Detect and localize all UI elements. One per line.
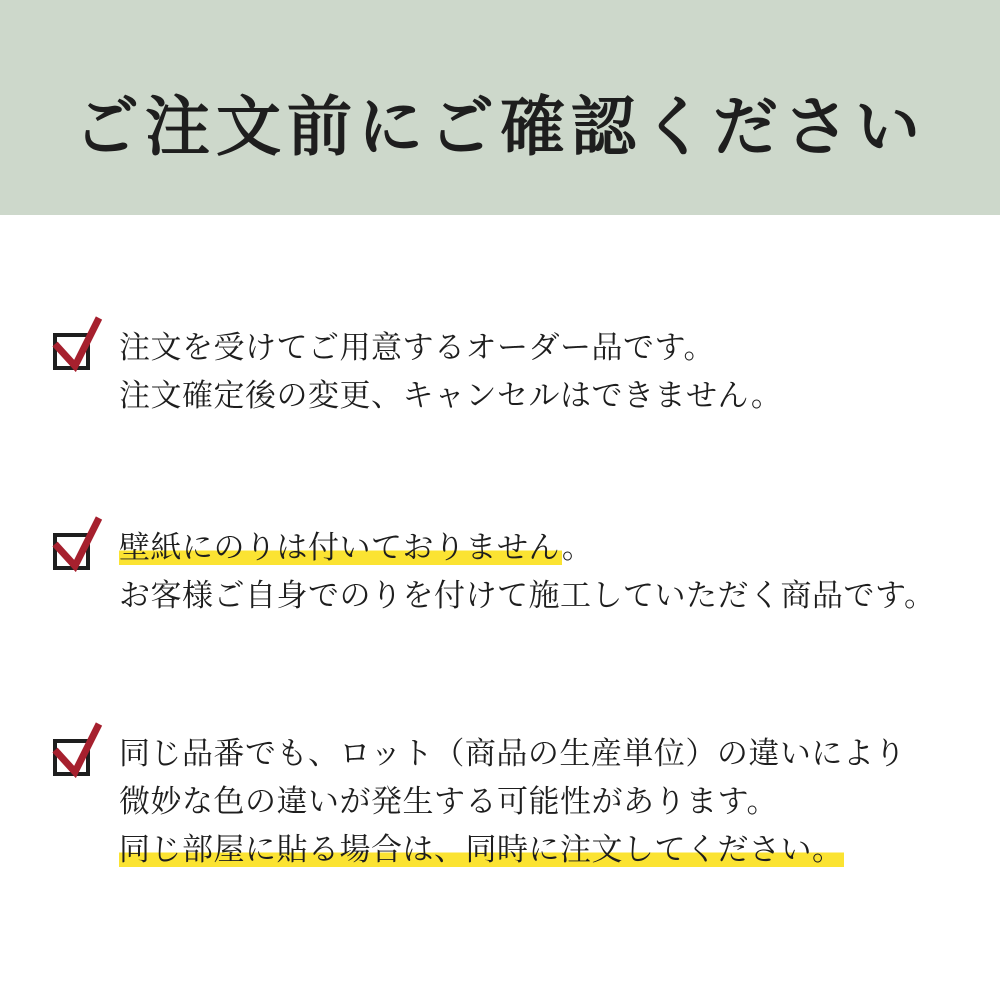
header-banner <box>0 0 1000 215</box>
notice-text-segment: 同じ品番でも、ロット（商品の生産単位）の違いにより <box>119 736 906 771</box>
notice-text-segment: 注文確定後の変更、キャンセルはできません。 <box>119 378 783 413</box>
highlighted-text: 同じ部屋に貼る場合は、同時に注文してください。 <box>119 832 844 867</box>
notice-line <box>119 572 936 620</box>
notice-text-segment: 。 <box>561 530 594 565</box>
highlighted-text: 壁紙にのりは付いておりません <box>119 530 562 565</box>
notice-line <box>119 324 782 372</box>
red-checkmark-icon <box>51 514 103 572</box>
notice-text-segment: 微妙な色の違いが発生する可能性があります。 <box>119 784 779 819</box>
red-checkmark-icon <box>51 720 103 778</box>
notice-line <box>119 778 906 826</box>
notice-line <box>119 730 906 778</box>
red-checkmark-icon <box>51 314 103 372</box>
page-title: ご注文前にご確認ください <box>73 89 926 163</box>
notice-line <box>119 372 782 420</box>
notice-text <box>119 524 936 620</box>
notice-line <box>119 826 906 874</box>
notice-text <box>119 730 906 874</box>
notice-line <box>119 524 936 572</box>
notice-text <box>119 324 782 420</box>
notice-text-segment: 注文を受けてご用意するオーダー品です。 <box>119 330 716 365</box>
notice-text-segment: お客様ご自身でのりを付けて施工していただく商品です。 <box>119 578 936 613</box>
